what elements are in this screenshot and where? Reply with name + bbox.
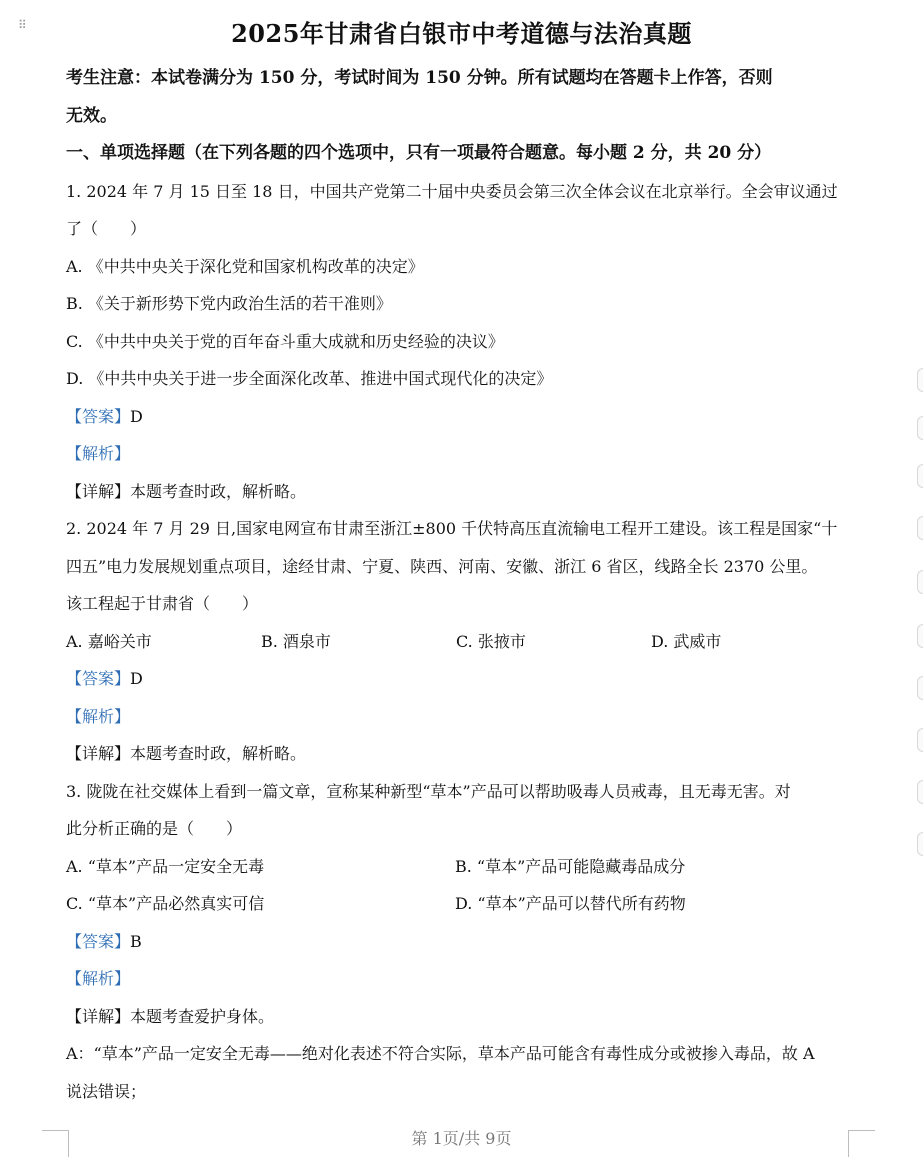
q3-stem-line-1: 3. 陇陇在社交媒体上看到一篇文章，宣称某种新型“草本”产品可以帮助吸毒人员戒毒，且无毒无害。对 bbox=[66, 781, 791, 801]
side-tab[interactable] bbox=[917, 780, 923, 804]
side-tab[interactable] bbox=[917, 368, 923, 392]
q1-stem-line-2: 了（ ） bbox=[66, 219, 147, 238]
q2-stem-line-1: 2. 2024 年 7 月 29 日,国家电网宣布甘肃至浙江±800 千伏特高压直流输电工程开工建设。该工程是国家“十 bbox=[66, 519, 838, 538]
q3-options-row-2 bbox=[66, 885, 851, 923]
answer-value: B bbox=[130, 931, 142, 951]
q2-answer bbox=[66, 660, 851, 698]
q1-option-b: B. 《关于新形势下党内政治生活的若干准则》 bbox=[66, 294, 392, 313]
q2-stem-line-2: 四五”电力发展规划重点项目，途经甘肃、宁夏、陕西、河南、安徽、浙江 6 省区，线路全长 2370 公里。 bbox=[66, 556, 818, 576]
q3-option-c: C. “草本”产品必然真实可信 bbox=[66, 894, 265, 913]
q1-detail: 【详解】本题考查时政，解析略。 bbox=[66, 481, 307, 501]
page-title: 2025年甘肃省白银市中考道德与法治真题 bbox=[231, 19, 692, 48]
q2-detail: 【详解】本题考查时政，解析略。 bbox=[66, 744, 307, 763]
q2-option-b: B. 酒泉市 bbox=[261, 631, 331, 651]
side-tab[interactable] bbox=[917, 416, 923, 440]
q1-analysis-tag: 【解析】 bbox=[66, 444, 131, 463]
q1-option-c: C. 《中共中央关于党的百年奋斗重大成就和历史经验的决议》 bbox=[66, 331, 504, 351]
side-tab[interactable] bbox=[917, 728, 923, 752]
q3-detail: 【详解】本题考查爱护身体。 bbox=[66, 1006, 275, 1026]
q2-option-c: C. 张掖市 bbox=[456, 631, 526, 651]
q2-option-d: D. 武威市 bbox=[651, 631, 722, 651]
answer-tag: 【答案】 bbox=[66, 406, 131, 426]
q3-explain-line-1: A：“草本”产品一定安全无毒——绝对化表述不符合实际，草本产品可能含有毒性成分或被掺入毒品，故 A bbox=[66, 1044, 815, 1063]
answer-tag: 【答案】 bbox=[66, 931, 131, 951]
q1-stem-line-1: 1. 2024 年 7 月 15 日至 18 日，中国共产党第二十届中央委员会第三次全体会议在北京举行。全会审议通过 bbox=[66, 181, 838, 201]
q2-options bbox=[66, 623, 851, 661]
section-heading: 一、单项选择题（在下列各题的四个选项中，只有一项最符合题意。每小题 2 分，共 20 分） bbox=[66, 143, 772, 163]
notice-line-1: 考生注意：本试卷满分为 150 分，考试时间为 150 分钟。所有试题均在答题卡上作答，否则 bbox=[66, 68, 773, 88]
side-tab[interactable] bbox=[917, 464, 923, 488]
q1-answer bbox=[66, 398, 851, 436]
q3-option-a: A. “草本”产品一定安全无毒 bbox=[66, 856, 265, 876]
answer-value: D bbox=[130, 669, 143, 688]
side-tab[interactable] bbox=[917, 516, 923, 540]
q1-option-d: D. 《中共中央关于进一步全面深化改革、推进中国式现代化的决定》 bbox=[66, 369, 553, 388]
q2-analysis-tag: 【解析】 bbox=[66, 706, 131, 726]
q3-option-d: D. “草本”产品可以替代所有药物 bbox=[455, 894, 686, 913]
drag-handle-icon[interactable]: ⠿ bbox=[18, 18, 28, 32]
side-tab[interactable] bbox=[917, 676, 923, 700]
q3-answer bbox=[66, 923, 851, 961]
q3-option-b: B. “草本”产品可能隐藏毒品成分 bbox=[455, 856, 686, 876]
side-tab[interactable] bbox=[917, 832, 923, 856]
side-tab[interactable] bbox=[917, 624, 923, 648]
q3-stem-line-2: 此分析正确的是（ ） bbox=[66, 819, 243, 838]
q2-option-a: A. 嘉峪关市 bbox=[66, 631, 152, 651]
q2-stem-line-3: 该工程起于甘肃省（ ） bbox=[66, 594, 259, 613]
notice-line-2: 无效。 bbox=[66, 105, 117, 126]
q3-explain-line-2: 说法错误； bbox=[66, 1081, 147, 1101]
answer-tag: 【答案】 bbox=[66, 669, 131, 688]
q3-analysis-tag: 【解析】 bbox=[66, 969, 131, 988]
q1-option-a: A. 《中共中央关于深化党和国家机构改革的决定》 bbox=[66, 256, 424, 276]
q3-options-row-1 bbox=[66, 848, 851, 886]
side-tab[interactable] bbox=[917, 570, 923, 594]
document-body bbox=[66, 60, 851, 1110]
answer-value: D bbox=[130, 406, 143, 426]
page-footer: 第 1页/共 9页 bbox=[411, 1129, 512, 1148]
